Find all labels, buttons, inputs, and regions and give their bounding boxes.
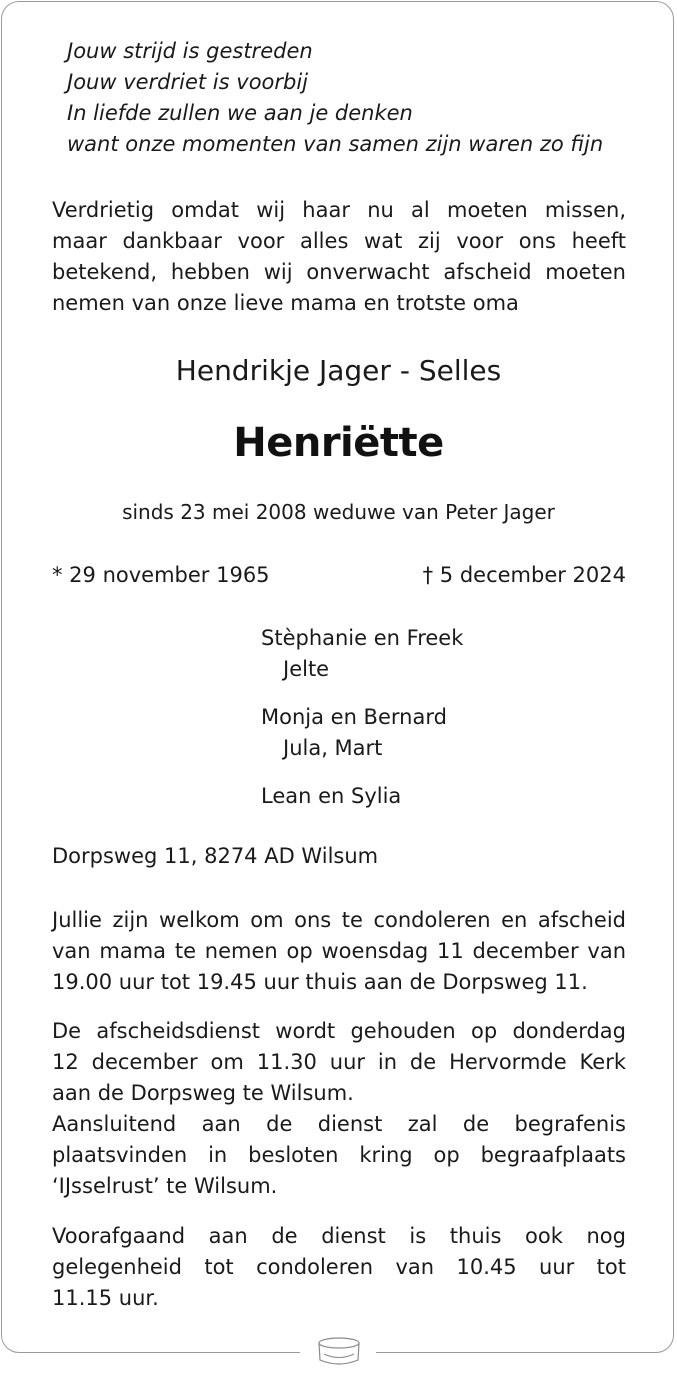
poem-line: In liefde zullen we aan je denken bbox=[67, 101, 413, 125]
emblem-icon bbox=[312, 1334, 366, 1374]
family-group bbox=[261, 781, 401, 812]
poem-line: want onze momenten van samen zijn waren zo fijn bbox=[67, 132, 604, 156]
condolence-line: Jullie zijn welkom om ons te condoleren en afscheid bbox=[52, 908, 626, 932]
deceased-first-name: Henriëtte bbox=[233, 420, 444, 466]
birth-date: * 29 november 1965 bbox=[52, 563, 270, 587]
family-group bbox=[261, 702, 447, 764]
service-line: De afscheidsdienst wordt gehouden op donderdag bbox=[52, 1019, 626, 1043]
intro-line: betekend, hebben wij onverwacht afscheid moeten bbox=[52, 260, 626, 284]
service-line: plaatsvinden in besloten kring op begraafplaats bbox=[52, 1143, 626, 1167]
prior-line: Voorafgaand aan de dienst is thuis ook nog bbox=[52, 1224, 626, 1248]
family-names: Stèphanie en Freek bbox=[261, 626, 464, 650]
prior-line: gelegenheid tot condoleren van 10.45 uur tot bbox=[52, 1255, 626, 1279]
poem bbox=[67, 36, 603, 160]
poem-line: Jouw strijd is gestreden bbox=[67, 39, 313, 63]
widow-line: sinds 23 mei 2008 weduwe van Peter Jager bbox=[122, 500, 555, 524]
intro-line: nemen van onze lieve mama en trotste oma bbox=[52, 291, 519, 315]
service-line: ‘IJsselrust’ te Wilsum. bbox=[52, 1174, 278, 1198]
intro-paragraph bbox=[52, 195, 626, 319]
address: Dorpsweg 11, 8274 AD Wilsum bbox=[52, 844, 379, 868]
prior-line: 11.15 uur. bbox=[52, 1286, 159, 1310]
family-children: Jelte bbox=[283, 657, 330, 681]
family-names: Lean en Sylia bbox=[261, 784, 402, 808]
condolence-line: 19.00 uur tot 19.45 uur thuis aan de Dorpsweg 11. bbox=[52, 970, 588, 994]
condolence-line: van mama te nemen op woensdag 11 december van bbox=[52, 939, 626, 963]
family-names: Monja en Bernard bbox=[261, 705, 447, 729]
family-group bbox=[261, 623, 463, 685]
prior-paragraph bbox=[52, 1221, 626, 1314]
service-line: Aansluitend aan de dienst zal de begrafenis bbox=[52, 1112, 626, 1136]
intro-line: maar dankbaar voor alles wat zij voor ons heeft bbox=[52, 229, 626, 253]
family-children: Jula, Mart bbox=[283, 736, 383, 760]
death-date: † 5 december 2024 bbox=[422, 563, 626, 587]
condolence-paragraph bbox=[52, 905, 626, 998]
intro-line: Verdrietig omdat wij haar nu al moeten missen, bbox=[52, 198, 626, 222]
service-line: aan de Dorpsweg te Wilsum. bbox=[52, 1081, 354, 1105]
poem-line: Jouw verdriet is voorbij bbox=[67, 70, 309, 94]
service-paragraph bbox=[52, 1016, 626, 1202]
service-line: 12 december om 11.30 uur in de Hervormde Kerk bbox=[52, 1050, 626, 1074]
deceased-full-name: Hendrikje Jager - Selles bbox=[175, 354, 502, 387]
